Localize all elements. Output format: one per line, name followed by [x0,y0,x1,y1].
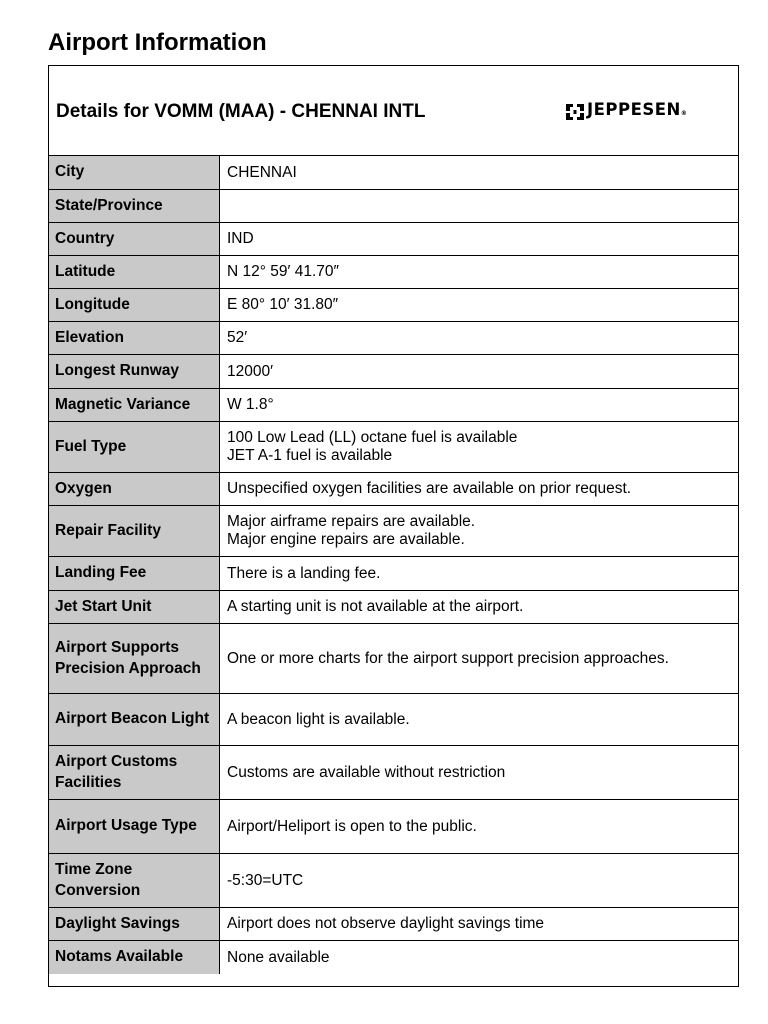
field-label: Daylight Savings [49,908,220,940]
field-value [220,322,738,354]
info-row-landing-fee [49,557,738,591]
field-value-line: 12000′ [227,362,274,380]
field-value-line: Customs are available without restriction [227,763,506,781]
field-label: Time Zone Conversion [49,854,220,907]
field-value [220,506,738,556]
field-value [220,473,738,505]
info-row-airport-supports-precision-approach [49,624,738,694]
info-row-country [49,223,738,256]
info-row-longest-runway [49,355,738,389]
field-value-line: A starting unit is not available at the airport. [227,598,524,615]
field-label: Magnetic Variance [49,389,220,421]
jeppesen-logo [566,101,687,123]
info-row-fuel-type [49,422,738,473]
field-value-line: One or more charts for the airport support precision approaches. [227,649,669,667]
field-value-line: W 1.8° [227,396,274,413]
field-value [220,289,738,321]
field-value-line: A beacon light is available. [227,710,410,728]
field-value-line: None available [227,948,330,966]
info-row-longitude [49,289,738,322]
info-row-time-zone-conversion [49,854,738,908]
field-value [220,854,738,907]
field-value [220,223,738,255]
field-value-line: Unspecified oxygen facilities are available on prior request. [227,480,632,497]
info-row-airport-customs-facilities [49,746,738,800]
field-value [220,256,738,288]
field-value [220,941,738,974]
jeppesen-mark-icon [566,104,584,120]
field-label: Landing Fee [49,557,220,590]
field-value [220,694,738,745]
field-value [220,389,738,421]
airport-details-title: Details for VOMM (MAA) - CHENNAI INTL [56,101,426,122]
field-value-line: -5:30=UTC [227,871,304,889]
info-row-jet-start-unit [49,591,738,624]
field-value-line: 52′ [227,329,248,346]
info-row-state-province [49,190,738,223]
field-value-line: E 80° 10′ 31.80″ [227,296,339,313]
airport-details-panel [48,65,739,987]
info-row-oxygen [49,473,738,506]
page-title: Airport Information [48,29,267,56]
info-row-daylight-savings [49,908,738,941]
field-value [220,591,738,623]
field-value-line: 100 Low Lead (LL) octane fuel is available [227,429,518,446]
field-value-line: N 12° 59′ 41.70″ [227,263,339,280]
info-row-city [49,156,738,190]
info-row-elevation [49,322,738,355]
field-value [220,908,738,940]
details-header [49,66,738,156]
field-value-line: IND [227,230,254,247]
field-value-line: Major engine repairs are available. [227,531,465,548]
field-label: Airport Beacon Light [49,694,220,745]
field-value-line: CHENNAI [227,163,297,181]
field-label: Elevation [49,322,220,354]
field-label: Fuel Type [49,422,220,472]
field-value [220,355,738,388]
field-label: State/Province [49,190,220,222]
field-label: Longitude [49,289,220,321]
info-row-repair-facility [49,506,738,557]
field-label: Latitude [49,256,220,288]
info-row-latitude [49,256,738,289]
field-value [220,557,738,590]
field-label: Notams Available [49,941,220,974]
field-value [220,190,738,222]
field-label: Airport Usage Type [49,800,220,853]
field-value [220,746,738,799]
field-label: Repair Facility [49,506,220,556]
info-row-airport-usage-type [49,800,738,854]
field-value [220,422,738,472]
field-value [220,156,738,189]
info-row-notams-available [49,941,738,974]
field-value-line: Major airframe repairs are available. [227,513,476,530]
field-label: Longest Runway [49,355,220,388]
airport-info-table [49,156,738,974]
field-value-line: Airport does not observe daylight savings time [227,915,545,932]
field-value-line: Airport/Heliport is open to the public. [227,817,477,835]
field-label: Jet Start Unit [49,591,220,623]
field-label: Airport Supports Precision Approach [49,624,220,693]
field-value [220,624,738,693]
field-label: Country [49,223,220,255]
field-value [220,800,738,853]
field-label: Oxygen [49,473,220,505]
field-label: Airport Customs Facilities [49,746,220,799]
field-label: City [49,156,220,189]
info-row-airport-beacon-light [49,694,738,746]
field-value-line: JET A-1 fuel is available [227,447,393,464]
jeppesen-wordmark: JEPPESEN® [587,100,687,119]
field-value-line: There is a landing fee. [227,564,381,582]
info-row-magnetic-variance [49,389,738,422]
